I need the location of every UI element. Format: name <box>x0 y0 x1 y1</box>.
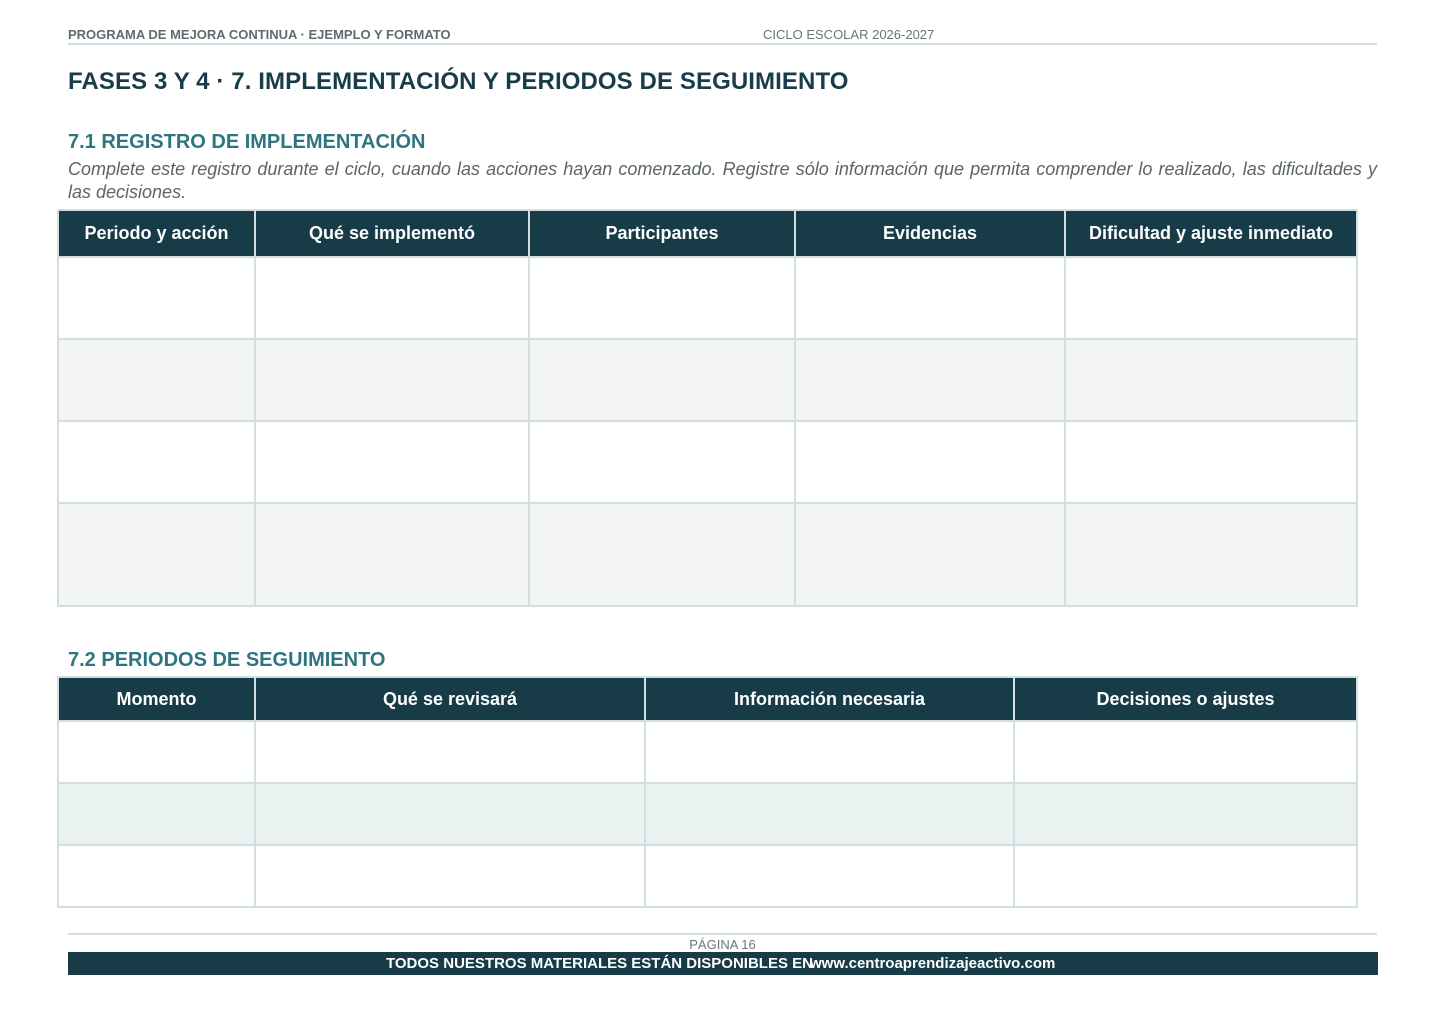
table-cell[interactable] <box>645 783 1014 845</box>
section-title-implementation: 7.1 REGISTRO DE IMPLEMENTACIÓN <box>68 131 426 153</box>
implementation-table <box>57 209 1358 607</box>
school-cycle: CICLO ESCOLAR 2026-2027 <box>763 27 935 42</box>
table-cell[interactable] <box>58 721 255 783</box>
section-title-follow-up: 7.2 PERIODOS DE SEGUIMIENTO <box>68 649 386 671</box>
table-cell[interactable] <box>58 845 255 907</box>
column-header: Dificultad y ajuste inmediato <box>1065 210 1357 257</box>
table-cell[interactable] <box>255 783 645 845</box>
table-cell[interactable] <box>58 783 255 845</box>
table-cell[interactable] <box>255 721 645 783</box>
table-cell[interactable] <box>255 339 529 421</box>
table-cell[interactable] <box>529 421 795 503</box>
footer-banner <box>68 952 1378 975</box>
table-cell[interactable] <box>1065 339 1357 421</box>
table-cell[interactable] <box>255 845 645 907</box>
table-cell[interactable] <box>529 339 795 421</box>
table-cell[interactable] <box>795 503 1065 606</box>
banner-text: TODOS NUESTROS MATERIALES ESTÁN DISPONIBLES EN <box>386 955 813 972</box>
program-title: PROGRAMA DE MEJORA CONTINUA · EJEMPLO Y FORMATO <box>68 27 451 42</box>
table-cell[interactable] <box>795 257 1065 339</box>
page-title: FASES 3 Y 4 · 7. IMPLEMENTACIÓN Y PERIODOS DE SEGUIMIENTO <box>68 68 849 95</box>
table-row <box>58 339 1357 421</box>
table-cell[interactable] <box>1014 845 1357 907</box>
website-link[interactable]: www.centroaprendizajeactivo.com <box>810 955 1056 972</box>
column-header: Participantes <box>529 210 795 257</box>
column-header: Qué se implementó <box>255 210 529 257</box>
table-header-row <box>58 210 1357 257</box>
table-cell[interactable] <box>1065 503 1357 606</box>
section-instructions: Complete este registro durante el ciclo, cuando las acciones hayan comenzado. Registre sólo información que permita comprender lo realizado, las dificultades y las decisiones. <box>68 159 1377 202</box>
table-cell[interactable] <box>1065 257 1357 339</box>
table-cell[interactable] <box>58 503 255 606</box>
table-cell[interactable] <box>255 421 529 503</box>
column-header: Qué se revisará <box>255 677 645 721</box>
table-row <box>58 783 1357 845</box>
page-number: PÁGINA 16 <box>689 937 756 952</box>
table-cell[interactable] <box>645 721 1014 783</box>
table-cell[interactable] <box>58 421 255 503</box>
table-cell[interactable] <box>1014 721 1357 783</box>
table-row <box>58 257 1357 339</box>
footer-divider <box>68 933 1377 935</box>
table-cell[interactable] <box>645 845 1014 907</box>
table-cell[interactable] <box>795 421 1065 503</box>
column-header: Periodo y acción <box>58 210 255 257</box>
table-row <box>58 721 1357 783</box>
table-row <box>58 845 1357 907</box>
running-header <box>68 27 1377 45</box>
table-cell[interactable] <box>529 503 795 606</box>
column-header: Decisiones o ajustes <box>1014 677 1357 721</box>
table-header-row <box>58 677 1357 721</box>
column-header: Información necesaria <box>645 677 1014 721</box>
table-cell[interactable] <box>1014 783 1357 845</box>
column-header: Evidencias <box>795 210 1065 257</box>
column-header: Momento <box>58 677 255 721</box>
table-row <box>58 421 1357 503</box>
follow-up-table <box>57 676 1358 908</box>
table-cell[interactable] <box>58 339 255 421</box>
table-cell[interactable] <box>255 257 529 339</box>
table-cell[interactable] <box>1065 421 1357 503</box>
table-cell[interactable] <box>255 503 529 606</box>
table-cell[interactable] <box>795 339 1065 421</box>
table-cell[interactable] <box>529 257 795 339</box>
table-row <box>58 503 1357 606</box>
table-cell[interactable] <box>58 257 255 339</box>
